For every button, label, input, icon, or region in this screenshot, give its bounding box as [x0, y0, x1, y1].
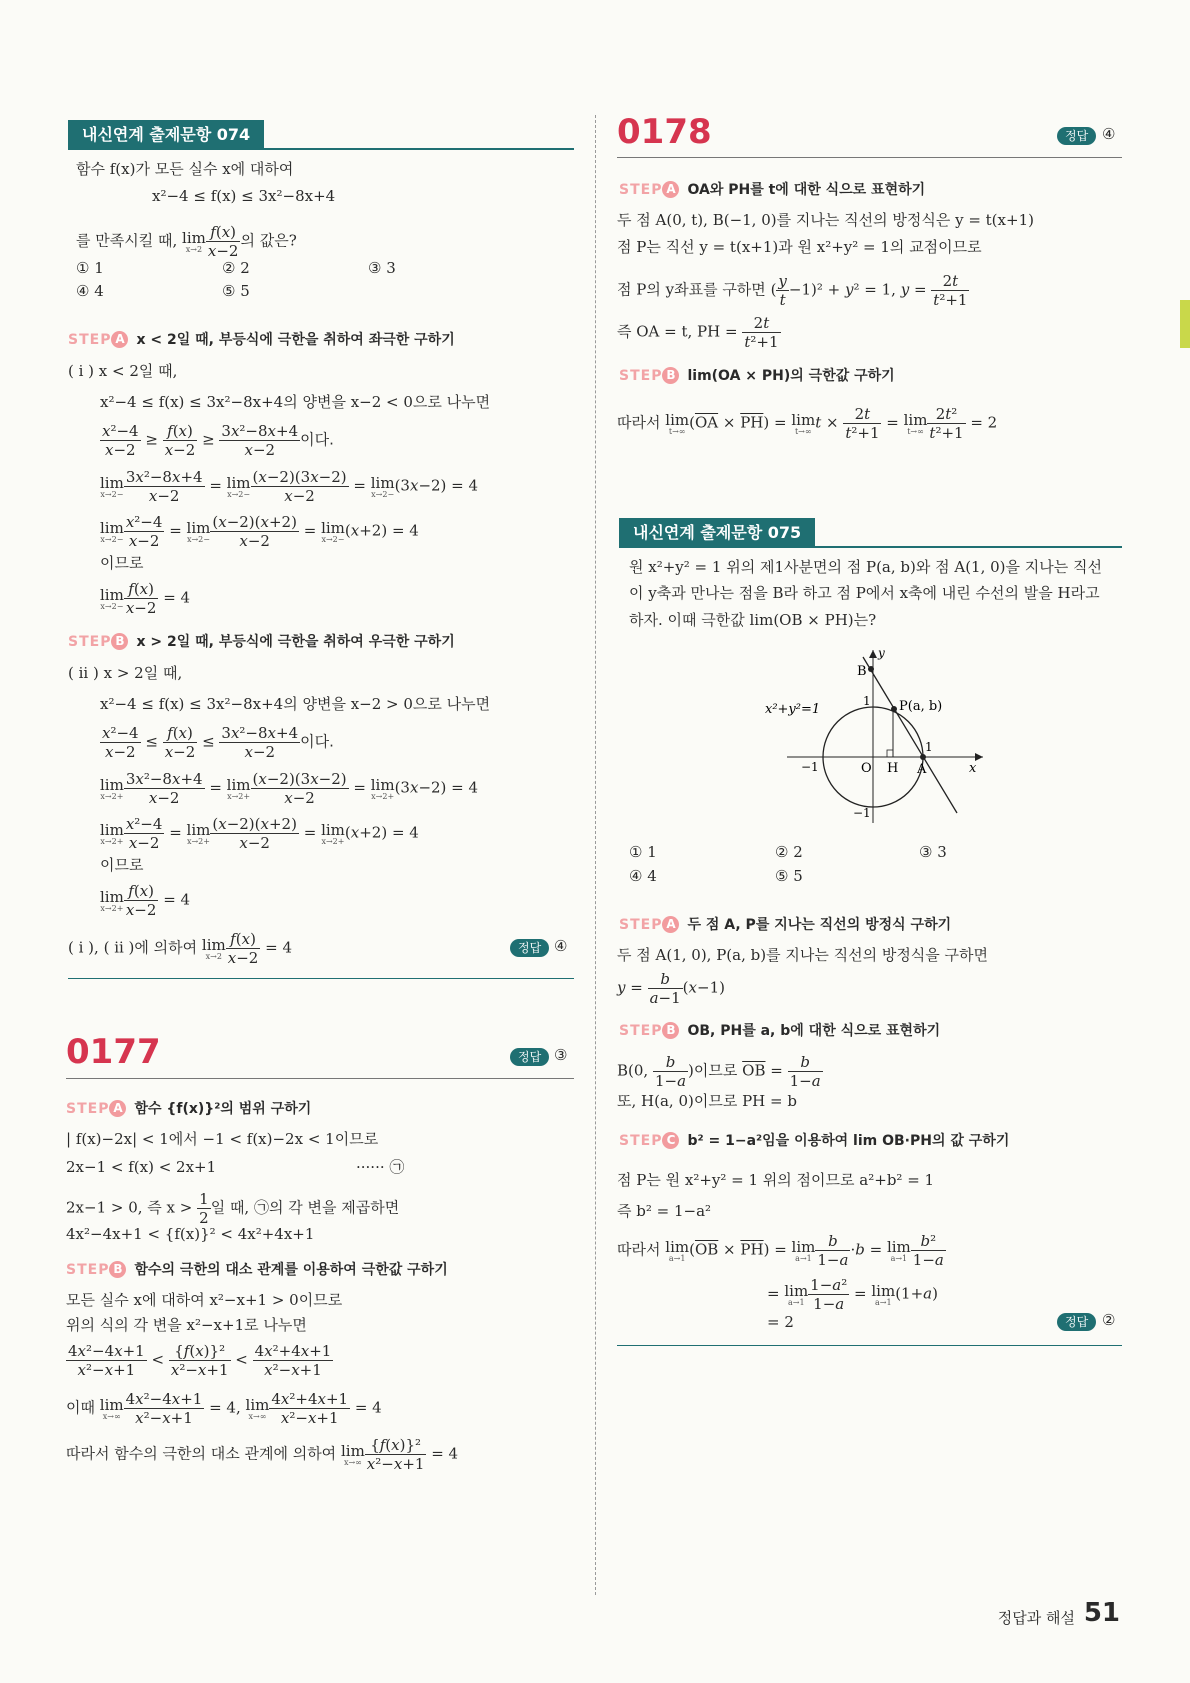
solution-line: 4x²−4x+1 < {f(x)}² < 4x²+4x+1: [66, 1225, 315, 1243]
case-2-imeuro: 이므로: [100, 856, 144, 874]
choice-5: ⑤ 5: [222, 282, 250, 300]
case-1-fraction-ineq: $\frac{\text{x²−4}}{x-2}$ ≥ $\frac{f(x)}{x-2}$ ≥ $\frac{\text{3x²−8x+4}}{x-2}$ 이다.: [102, 422, 334, 459]
answer-mark: ④: [554, 937, 568, 955]
solution-line: 점 P는 직선 y = t(x+1)과 원 x²+y² = 1의 교점이므로: [617, 238, 982, 256]
problem-number-0178: 0178: [617, 112, 712, 152]
solution-line: 점 P는 원 x²+y² = 1 위의 점이므로 a²+b² = 1: [617, 1171, 935, 1189]
solution-line: 위의 식의 각 변을 x²−x+1로 나누면: [66, 1316, 307, 1334]
choice-4: ④ 4: [629, 867, 657, 885]
problem-number-0177: 0177: [66, 1032, 161, 1072]
page-number: 51: [1083, 1598, 1120, 1628]
answer-mark: ②: [1102, 1311, 1116, 1329]
line-equation: y = $\frac{b}{a-1}$ (x−1): [617, 970, 725, 1007]
case-2-result: lim x→2+ $\frac{f(x)}{x-2}$ = 4: [100, 882, 191, 919]
solution-line: 점 P의 y좌표를 구하면 ( $\frac{y}{t}$ −1)² + y² = 1, y = $\frac{2t}{\text{t²+1}}$: [617, 272, 968, 309]
step-c-heading: STEP C b² = 1−a²임을 이용하여 lim OB·PH의 값 구하기: [619, 1133, 1010, 1149]
line-ab: [863, 657, 957, 813]
solution-line: 즉 b² = 1−a²: [617, 1202, 712, 1220]
step-a-heading: STEP A 두 점 A, P를 지나는 직선의 방정식 구하기: [619, 917, 952, 933]
right-angle-mark: [887, 750, 893, 757]
final-value: = 2: [767, 1313, 794, 1331]
label-p: P(a, b): [899, 699, 943, 714]
case-2: ( ii ) x > 2일 때,: [68, 664, 183, 682]
case-2-limit-2: lim x→2+ $\frac{\text{x²−4}}{x-2}$ = lim x→2+ $\frac{(x-2)(x+2)}{x-2}$ = lim x→2+ (x+2) = 4: [100, 815, 419, 852]
choice-5: ⑤ 5: [775, 867, 803, 885]
equation-mark: ······ ㉠: [356, 1158, 405, 1176]
section-end-rule: [68, 978, 574, 979]
choice-2: ② 2: [775, 843, 803, 861]
solution-line: 2x−1 > 0, 즉 x > $\frac{1}{2}$ 일 때, ㉠의 각 변을 제곱하면: [66, 1190, 400, 1227]
choice-1: ① 1: [629, 843, 657, 861]
section-header-074: 내신연계 출제문항 074: [68, 120, 264, 150]
solution-line: 또, H(a, 0)이므로 PH = b: [617, 1092, 797, 1110]
label-a: A: [917, 762, 927, 777]
section-end-rule: [617, 1345, 1122, 1346]
section-header-075: 내신연계 출제문항 075: [619, 518, 815, 548]
solution-line: 두 점 A(0, t), B(−1, 0)를 지나는 직선의 방정식은 y = t(x+1): [617, 211, 1034, 229]
limit-line: 이때 lim x→∞ $\frac{\text{4x²−4x+1}}{\text{x²−x+1}}$ = 4, lim x→∞ $\frac{\text{4x²+4x+1}}{\text{x²−x+1}}$ = 4: [66, 1390, 382, 1427]
choice-1: ① 1: [76, 259, 104, 277]
label-circle-eq: x²+y²=1: [765, 702, 821, 717]
step-b-heading: STEP B lim(OA × PH)의 극한값 구하기: [619, 368, 895, 384]
problem-rule: [617, 157, 1122, 158]
fraction-inequality: $\frac{\text{4x²−4x+1}}{\text{x²−x+1}}$ < $\frac{\text{\{f(x)\}²}}{\text{x²−x+1}}$ < $\frac{\text{4x²+4x+1}}{\text{x²−x+1}}$: [68, 1342, 332, 1379]
case-1-imeuro: 이므로: [100, 554, 144, 572]
final-line: 따라서 lim t→∞ $(\overline{OA} \times \overline{PH}) = \lim$ t→∞ t × $\frac{2t}{\text{t²+1}}$ = lim t→∞ $\frac{\text{2t²}}{\text{t²+1}}$ = 2: [617, 405, 998, 442]
case-1-text: x²−4 ≤ f(x) ≤ 3x²−8x+4의 양변을 x−2 < 0으로 나누면: [100, 393, 491, 411]
question-text: 함수 f(x)가 모든 실수 x에 대하여: [76, 160, 294, 178]
answer-badge: 정답: [1057, 1313, 1096, 1331]
point-p: [891, 706, 897, 712]
label-minus-one-bottom: −1: [853, 806, 871, 820]
label-one-top: 1: [863, 694, 871, 708]
header-rule: [68, 148, 574, 150]
edge-tab: [1180, 300, 1190, 348]
footer-label: 정답과 해설: [997, 1609, 1075, 1627]
choice-2: ② 2: [222, 259, 250, 277]
limit-line-2: = lim a→1 $\frac{\text{1−a²}}{1-a}$ = lim a→1 (1+a): [767, 1276, 938, 1313]
solution-line: 즉 OA = t, PH = $\frac{2t}{\text{t²+1}}$: [617, 314, 779, 351]
label-b: B: [857, 664, 867, 679]
conclusion: ( i ), ( ii )에 의하여 lim x→2 $\frac{f(x)}{x-2}$ = 4: [68, 930, 292, 967]
step-a-heading: STEP A x < 2일 때, 부등식에 극한을 취하여 좌극한 구하기: [68, 332, 455, 348]
case-1: ( i ) x < 2일 때,: [68, 362, 178, 380]
step-b-heading: STEP B OB, PH를 a, b에 대한 식으로 표현하기: [619, 1023, 941, 1039]
label-x: x: [969, 761, 977, 776]
solution-line: 2x−1 < f(x) < 2x+1: [66, 1158, 217, 1176]
question-line2: 를 만족시킬 때, lim x→2 $\frac{f(x)}{x-2}$ 의 값은?: [76, 223, 297, 260]
point-b: [868, 666, 874, 672]
case-2-limit-1: lim x→2+ $\frac{\text{3x²−8x+4}}{x-2}$ = lim x→2+ $\frac{(x-2)(3x-2)}{x-2}$ = lim x→2+ (3x−2) = 4: [100, 770, 479, 807]
x-axis-arrow: [975, 753, 983, 761]
header-rule: [619, 546, 1122, 548]
case-1-limit-1: lim x→2− $\frac{\text{3x²−8x+4}}{x-2}$ = lim x→2− $\frac{(x-2)(3x-2)}{x-2}$ = lim x→2− (3x−2) = 4: [100, 468, 479, 505]
point-b-line: B(0, $\frac{b}{1-a}$ )이므로 $\overline{OB}$ = $\frac{b}{1-a}$: [617, 1053, 821, 1090]
question-inequality: x²−4 ≤ f(x) ≤ 3x²−8x+4: [152, 187, 336, 205]
case-1-result: lim x→2− $\frac{f(x)}{x-2}$ = 4: [100, 580, 191, 617]
answer-badge: 정답: [1057, 127, 1096, 145]
case-2-text: x²−4 ≤ f(x) ≤ 3x²−8x+4의 양변을 x−2 > 0으로 나누면: [100, 695, 491, 713]
label-y: y: [878, 646, 885, 660]
choice-4: ④ 4: [76, 282, 104, 300]
solution-line: | f(x)−2x| < 1에서 −1 < f(x)−2x < 1이므로: [66, 1130, 379, 1148]
choice-3: ③ 3: [368, 259, 396, 277]
choice-3: ③ 3: [919, 843, 947, 861]
question-text: 하자. 이때 극한값 lim(OB × PH)는?: [629, 611, 877, 629]
label-minus-one-left: −1: [801, 760, 819, 774]
question-text: 이 y축과 만나는 점을 B라 하고 점 P에서 x축에 내린 수선의 발을 H라고: [629, 584, 1100, 602]
point-a: [920, 754, 926, 760]
limit-line: 따라서 lim a→1 $(\overline{OB} \times \overline{PH}) = \lim$ a→1 $\frac{b}{1-a}$ ·b = lim a→1 $\frac{\text{b²}}{1-a}$: [617, 1232, 944, 1269]
answer-badge: 정답: [510, 939, 549, 957]
step-b-heading: STEP B x > 2일 때, 부등식에 극한을 취하여 우극한 구하기: [68, 634, 455, 650]
case-1-limit-2: lim x→2− $\frac{\text{x²−4}}{x-2}$ = lim x→2− $\frac{(x-2)(x+2)}{x-2}$ = lim x→2− (x+2) = 4: [100, 513, 419, 550]
label-h: H: [887, 761, 899, 776]
answer-mark: ③: [554, 1046, 568, 1064]
answer-mark: ④: [1102, 125, 1116, 143]
step-a-heading: STEP A 함수 {f(x)}²의 범위 구하기: [66, 1101, 312, 1117]
label-one-right: 1: [925, 740, 933, 754]
step-a-heading: STEP A OA와 PH를 t에 대한 식으로 표현하기: [619, 182, 926, 198]
case-2-fraction-ineq: $\frac{\text{x²−4}}{x-2}$ ≤ $\frac{f(x)}{x-2}$ ≤ $\frac{\text{3x²−8x+4}}{x-2}$ 이다.: [102, 724, 334, 761]
circle-figure: [757, 645, 1077, 835]
step-b-heading: STEP B 함수의 극한의 대소 관계를 이용하여 극한값 구하기: [66, 1262, 448, 1278]
solution-line: 모든 실수 x에 대하여 x²−x+1 > 0이므로: [66, 1291, 343, 1309]
label-o: O: [861, 761, 872, 776]
column-divider: [595, 115, 596, 1595]
problem-rule: [66, 1078, 574, 1079]
final-line: 따라서 함수의 극한의 대소 관계에 의하여 lim x→∞ $\frac{\text{\{f(x)\}²}}{\text{x²−x+1}}$ = 4: [66, 1436, 459, 1473]
solution-line: 두 점 A(1, 0), P(a, b)를 지나는 직선의 방정식을 구하면: [617, 946, 989, 964]
y-axis-arrow: [869, 650, 877, 658]
question-text: 원 x²+y² = 1 위의 제1사분면의 점 P(a, b)와 점 A(1, 0)을 지나는 직선: [629, 558, 1103, 576]
answer-badge: 정답: [510, 1048, 549, 1066]
